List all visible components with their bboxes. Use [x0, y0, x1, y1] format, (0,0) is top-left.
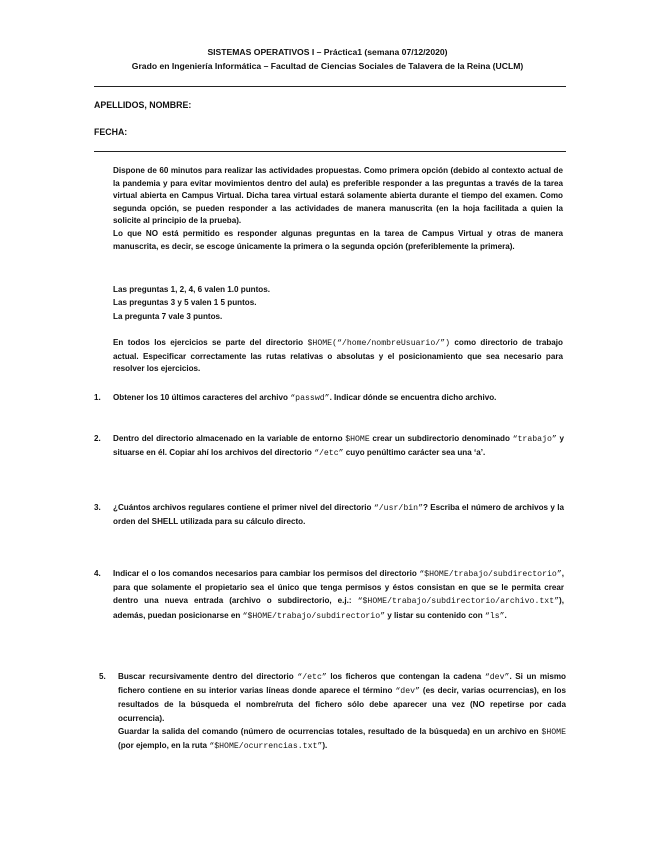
- code-inline: “dev”: [395, 687, 420, 697]
- question-3: 3. ¿Cuántos archivos regulares contiene el primer nivel del directorio “/usr/bin”? Escriba el número de archivos y la orden del SHELL utilizada para su cálculo directo.: [94, 503, 564, 527]
- points-list: [113, 283, 270, 323]
- code-inline: “$HOME/ocurrencias.txt”: [209, 742, 323, 752]
- code-inline: “/usr/bin”: [373, 504, 423, 513]
- points-item: Las preguntas 3 y 5 valen 1 5 puntos.: [113, 298, 257, 308]
- question-4: 4. Indicar el o los comandos necesarios para cambiar los permisos del directorio “$HOME/trabajo/subdirectorio”, para que solamente el propietario sea el único que tenga permisos y éstos consistan en que se le permita crear dentro una nueva entrada (archivo o subdirectorio, e.j.: “$HOME/trabajo/subdirectorio/archivo.txt”), además, puedan posicionarse en “$HOME/trabajo/subdirectorio” y listar su contenido con “ls”.: [94, 569, 564, 621]
- question-number: 4.: [94, 569, 101, 578]
- code-inline: “passwd”: [290, 394, 330, 403]
- points-item: Las preguntas 1, 2, 4, 6 valen 1.0 puntos.: [113, 285, 270, 294]
- code-home-path: $HOME(“/home/nombreUsuario/”): [307, 339, 451, 348]
- question-number: 5.: [99, 672, 106, 681]
- question-1: 1. Obtener los 10 últimos caracteres del archivo “passwd”. Indicar dónde se encuentra dicho archivo.: [94, 393, 497, 403]
- code-inline: “dev”: [484, 673, 510, 682]
- question-number: 1.: [94, 393, 101, 402]
- code-inline: “$HOME/trabajo/subdirectorio”: [242, 611, 386, 621]
- question-number: 2.: [94, 434, 101, 443]
- question-5: 5. Buscar recursivamente dentro del directorio “/etc” los ficheros que contengan la cadena “dev”. Si un mismo fichero contiene en su interior varias líneas donde aparece el término “dev” (es decir, varias ocurrencias), en los resultados de la búsqueda el nombre/ruta del fichero sólo debe aparecer una vez (NO repetirse por cada ocurrencia). Guardar la salida del comando (número de ocurrencias totales, resultado de la búsqueda) en un archivo en $HOME (por ejemplo, en la ruta “$HOME/ocurrencias.txt”).: [99, 672, 566, 752]
- instructions-paragraph-1: Dispone de 60 minutos para realizar las actividades propuestas. Como primera opción (debido al contexto actual de la pandemia y para evitar movimientos dentro del aula) es preferible responder a las preguntas a través de la tarea virtual abierta en Campus Virtual. Dicha tarea virtual estará solamente abierta durante el tiempo del examen. Como segunda opción, se pueden responder a las actividades de manera manuscrita (en la hoja facilitada a quien la solicite al principio de la prueba).: [113, 166, 563, 226]
- working-directory-note: En todos los ejercicios se parte del directorio $HOME(“/home/nombreUsuario/”) como directorio de trabajo actual. Especificar correctamente las rutas relativas o absolutas y el posicionamiento que sea necesario para resolver los ejercicios.: [113, 338, 563, 374]
- exam-subtitle: Grado en Ingeniería Informática – Facultad de Ciencias Sociales de Talavera de la Reina (UCLM): [131, 61, 524, 71]
- divider-top: [94, 86, 566, 87]
- name-label: APELLIDOS, NOMBRE:: [94, 100, 192, 110]
- code-inline: $HOME: [345, 435, 370, 444]
- code-inline: “$HOME/trabajo/subdirectorio/archivo.txt”: [357, 597, 560, 607]
- code-inline: “ls”: [484, 611, 505, 621]
- instructions-paragraph-2: Lo que NO está permitido es responder algunas preguntas en la tarea de Campus Virtual y otras de manera manuscrita, es decir, se escoge únicamente la primera o la segunda opción (preferiblemente la primera).: [113, 228, 563, 251]
- points-item: La pregunta 7 vale 3 puntos.: [113, 311, 223, 321]
- code-inline: $HOME: [541, 727, 566, 737]
- instructions-block: [113, 165, 563, 253]
- code-inline: “$HOME/trabajo/subdirectorio”: [419, 570, 562, 579]
- code-inline: “trabajo”: [512, 435, 557, 444]
- question-number: 3.: [94, 503, 101, 512]
- date-label: FECHA:: [94, 127, 128, 137]
- code-inline: “/etc”: [297, 673, 327, 682]
- exam-title: SISTEMAS OPERATIVOS I – Práctica1 (semana 07/12/2020): [207, 47, 448, 57]
- code-inline: “/etc”: [314, 449, 344, 459]
- question-2: 2. Dentro del directorio almacenado en la variable de entorno $HOME crear un subdirectorio denominado “trabajo” y situarse en él. Copiar ahí los archivos del directorio “/etc” cuyo penúltimo carácter sea una ‘a’.: [94, 434, 564, 459]
- divider-bottom: [94, 151, 566, 152]
